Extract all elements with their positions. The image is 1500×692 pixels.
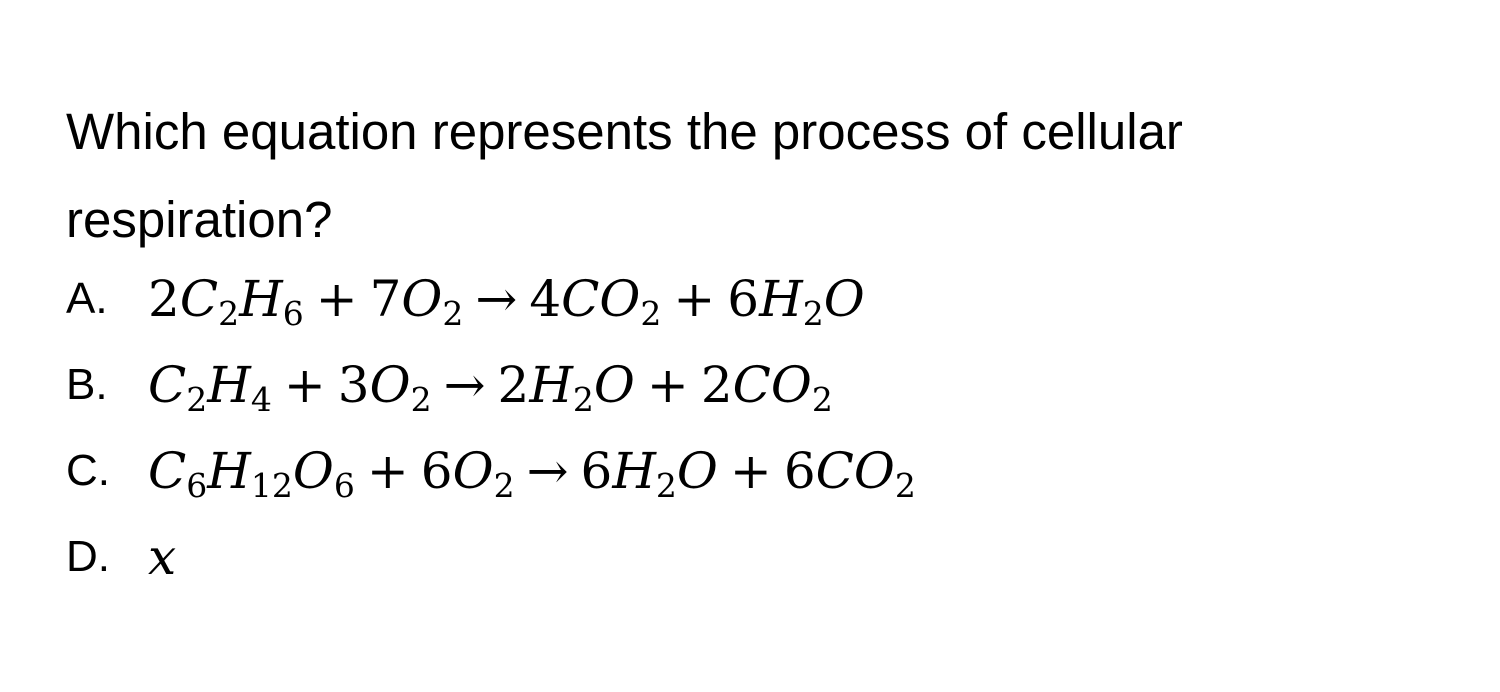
option-b-label: B. [66, 360, 108, 409]
option-a[interactable] [66, 256, 916, 342]
option-d-equation: x [148, 528, 177, 586]
question-text: Which equation represents the process of cellular respiration? [66, 103, 1183, 248]
answer-options [66, 256, 916, 600]
option-b[interactable] [66, 342, 916, 428]
option-c-label: C. [66, 446, 110, 495]
option-a-label: A. [66, 274, 108, 323]
option-d-label: D. [66, 532, 110, 581]
option-b-equation: $C_2H_4 + 3O_2 \to 2H_2O + 2CO_2$ [148, 356, 833, 420]
option-c[interactable] [66, 428, 916, 514]
option-a-equation: $2C_2H_6 + 7O_2 \to 4CO_2 + 6H_2O$ [148, 270, 865, 334]
option-c-equation: $C_6H_{12}O_6 + 6O_2 \to 6H_2O + 6CO_2$ [148, 442, 916, 506]
option-d[interactable] [66, 514, 916, 600]
